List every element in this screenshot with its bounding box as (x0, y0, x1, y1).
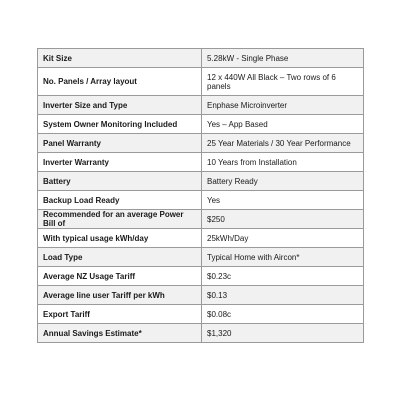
row-value-recommended-bill: $250 (202, 210, 364, 229)
row-value-load-type: Typical Home with Aircon* (202, 248, 364, 267)
row-label-typical-usage: With typical usage kWh/day (38, 229, 202, 248)
row-label-battery: Battery (38, 172, 202, 191)
solar-kit-spec-table (37, 48, 364, 343)
table-row (38, 191, 364, 210)
row-value-monitoring: Yes – App Based (202, 115, 364, 134)
table-row (38, 305, 364, 324)
row-value-typical-usage: 25kWh/Day (202, 229, 364, 248)
row-label-recommended-bill: Recommended for an average Power Bill of (38, 210, 202, 229)
row-value-kit-size: 5.28kW - Single Phase (202, 49, 364, 68)
row-label-panel-warranty: Panel Warranty (38, 134, 202, 153)
row-value-annual-savings: $1,320 (202, 324, 364, 343)
row-label-load-type: Load Type (38, 248, 202, 267)
row-value-panel-warranty: 25 Year Materials / 30 Year Performance (202, 134, 364, 153)
table-row (38, 115, 364, 134)
table-row (38, 286, 364, 305)
table-row (38, 134, 364, 153)
table-row (38, 49, 364, 68)
row-label-inverter-warranty: Inverter Warranty (38, 153, 202, 172)
row-label-backup-load: Backup Load Ready (38, 191, 202, 210)
table-row (38, 210, 364, 229)
row-value-inverter-size-type: Enphase Microinverter (202, 96, 364, 115)
row-label-inverter-size-type: Inverter Size and Type (38, 96, 202, 115)
table-row (38, 229, 364, 248)
row-label-monitoring: System Owner Monitoring Included (38, 115, 202, 134)
table-row (38, 248, 364, 267)
table-row (38, 153, 364, 172)
row-value-usage-tariff: $0.23c (202, 267, 364, 286)
table-row (38, 172, 364, 191)
table-row (38, 96, 364, 115)
row-label-annual-savings: Annual Savings Estimate* (38, 324, 202, 343)
table-row (38, 267, 364, 286)
row-value-export-tariff: $0.08c (202, 305, 364, 324)
row-value-inverter-warranty: 10 Years from Installation (202, 153, 364, 172)
row-label-usage-tariff: Average NZ Usage Tariff (38, 267, 202, 286)
row-label-kit-size: Kit Size (38, 49, 202, 68)
row-value-battery: Battery Ready (202, 172, 364, 191)
table-row (38, 324, 364, 343)
row-value-panels-array: 12 x 440W All Black – Two rows of 6 panels (202, 68, 364, 96)
row-value-line-user-tariff: $0.13 (202, 286, 364, 305)
row-label-line-user-tariff: Average line user Tariff per kWh (38, 286, 202, 305)
table-row (38, 68, 364, 96)
row-label-export-tariff: Export Tariff (38, 305, 202, 324)
row-value-backup-load: Yes (202, 191, 364, 210)
row-label-panels-array: No. Panels / Array layout (38, 68, 202, 96)
